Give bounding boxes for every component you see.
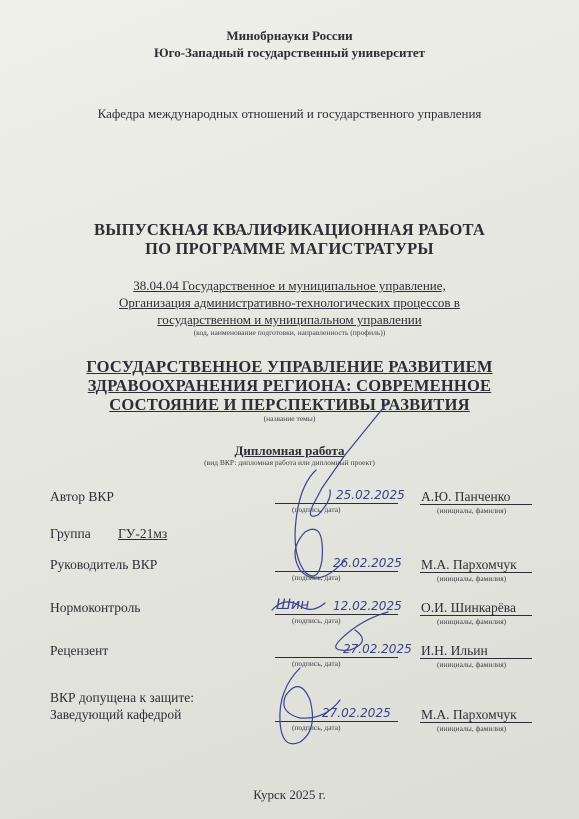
head-sig-caption: (подпись, дата) [292, 723, 341, 732]
supervisor-name-caption: (инициалы, фамилия) [437, 574, 507, 583]
head-date: 27.02.2025 [322, 706, 391, 720]
normcontrol-signature-stroke [272, 602, 325, 610]
specialty-line1: 38.04.04 Государственное и муниципальное управление, [133, 278, 446, 293]
author-sig-caption: (подпись, дата) [292, 505, 341, 514]
author-label: Автор ВКР [50, 489, 114, 504]
topic-line3: СОСТОЯНИЕ И ПЕРСПЕКТИВЫ РАЗВИТИЯ [109, 395, 470, 414]
group-value: ГУ-21мз [118, 526, 168, 541]
specialty-line2: Организация административно-технологических процессов в [119, 295, 460, 310]
normcontrol-name-caption: (инициалы, фамилия) [437, 617, 507, 626]
head-signature-stroke [280, 668, 340, 744]
work-kind: Дипломная работа [234, 443, 345, 458]
group-label: Группа [50, 526, 91, 541]
city-year: Курск 2025 г. [253, 787, 326, 802]
work-type-line1: ВЫПУСКНАЯ КВАЛИФИКАЦИОННАЯ РАБОТА [93, 220, 486, 239]
normcontrol-signature: Шин [276, 597, 310, 613]
reviewer-date: 27.02.2025 [343, 642, 412, 656]
admitted-label: ВКР допущена к защите: [50, 690, 194, 705]
author-name-caption: (инициалы, фамилия) [437, 506, 507, 515]
reviewer-name: И.Н. Ильин [421, 643, 488, 658]
head-name: М.А. Пархомчук [421, 707, 517, 722]
reviewer-label: Рецензент [50, 643, 109, 658]
supervisor-date: 26.02.2025 [333, 556, 402, 570]
work-type-line2: ПО ПРОГРАММЕ МАГИСТРАТУРЫ [145, 239, 434, 258]
normcontrol-date: 12.02.2025 [333, 599, 402, 613]
topic-caption: (название темы) [263, 414, 316, 423]
topic-line1: ГОСУДАРСТВЕННОЕ УПРАВЛЕНИЕ РАЗВИТИЕМ [86, 357, 493, 376]
head-name-caption: (инициалы, фамилия) [437, 724, 507, 733]
supervisor-name: М.А. Пархомчук [421, 557, 517, 572]
author-name: А.Ю. Панченко [421, 489, 511, 504]
reviewer-name-caption: (инициалы, фамилия) [437, 660, 507, 669]
reviewer-signature-stroke [336, 612, 388, 650]
university-name: Юго-Западный государственный университет [154, 45, 425, 60]
normcontrol-sig-caption: (подпись, дата) [292, 616, 341, 625]
work-kind-caption: (вид ВКР: дипломная работа или дипломный проект) [204, 458, 375, 467]
reviewer-sig-caption: (подпись, дата) [292, 659, 341, 668]
supervisor-label: Руководитель ВКР [50, 557, 158, 572]
normcontrol-name: О.И. Шинкарёва [421, 600, 516, 615]
ministry-name: Минобрнауки России [226, 28, 353, 43]
author-signature-stroke [310, 402, 388, 516]
topic-line2: ЗДРАВООХРАНЕНИЯ РЕГИОНА: СОВРЕМЕННОЕ [87, 376, 492, 395]
supervisor-signature-stroke [295, 470, 345, 578]
department-name: Кафедра международных отношений и государственного управления [97, 106, 482, 121]
specialty-caption: (код, наименование подготовки, направленность (профиль)) [193, 328, 386, 337]
specialty-line3: государственном и муниципальном управлении [157, 312, 422, 327]
author-date: 25.02.2025 [336, 488, 405, 502]
head-label: Заведующий кафедрой [50, 707, 182, 722]
normcontrol-label: Нормоконтроль [50, 600, 141, 615]
supervisor-sig-caption: (подпись, дата) [292, 573, 341, 582]
